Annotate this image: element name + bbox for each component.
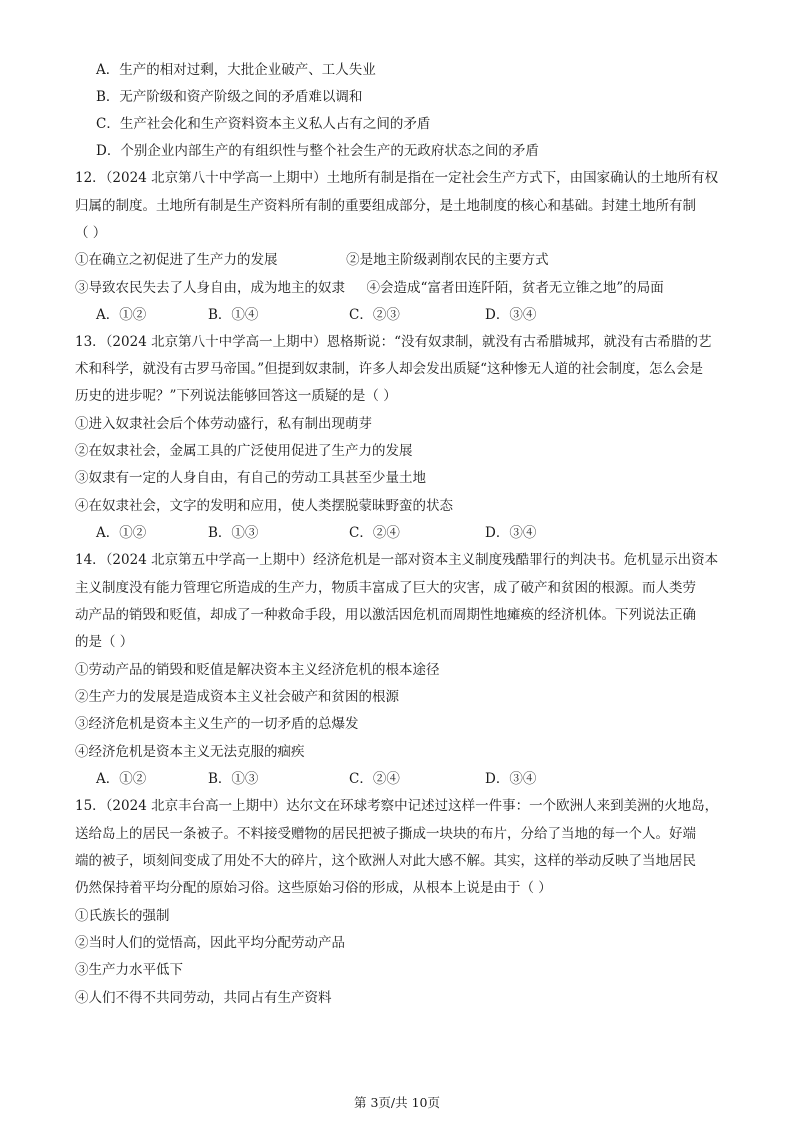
q11-option-c: C．生产社会化和生产资料资本主义私人占有之间的矛盾	[96, 116, 431, 132]
q11-option-a: A．生产的相对过剩，大批企业破产、工人失业	[96, 62, 376, 78]
q15-stem-line: 15．（2024 北京丰台高一上期中）达尔文在环球考察中记述过这样一件事：一个欧洲人来到美洲的火地岛，	[75, 798, 719, 814]
q15-stem-line: 送给岛上的居民一条被子。不料接受赠物的居民把被子撕成一块块的布片，分给了当地的每一个人。好端	[75, 826, 696, 842]
q14-statement: ④经济危机是资本主义无法克服的痼疾	[75, 744, 305, 760]
q15-stem-line: 端的被子，顷刻间变成了用处不大的碎片，这个欧洲人对此大感不解。其实，这样的举动反映了当地居民	[75, 853, 696, 869]
q12-stem-line: 12．（2024 北京第八十中学高一上期中）土地所有制是指在一定社会生产方式下，由国家确认的土地所有权	[75, 170, 719, 186]
q13-statement: ③奴隶有一定的人身自由，有自己的劳动工具甚至少量土地	[75, 470, 426, 486]
q13-statement: ④在奴隶社会，文字的发明和应用，使人类摆脱蒙昧野蛮的状态	[75, 498, 453, 514]
q14-choice-c: C．②④	[349, 771, 400, 787]
q11-option-d: D．个别企业内部生产的有组织性与整个社会生产的无政府状态之间的矛盾	[96, 143, 539, 159]
q14-choices	[96, 769, 696, 789]
q13-statement: ②在奴隶社会，金属工具的广泛使用促进了生产力的发展	[75, 443, 413, 459]
q12-choice-b: B．①④	[208, 307, 259, 323]
q15-statement: ③生产力水平低下	[75, 962, 183, 978]
q14-statement: ①劳动产品的销毁和贬值是解决资本主义经济危机的根本途径	[75, 662, 440, 678]
q13-choices	[96, 523, 696, 543]
q15-statement: ④人们不得不共同劳动，共同占有生产资料	[75, 990, 332, 1006]
page-number: 第 3页/共 10页	[353, 1095, 441, 1110]
q12-choice-a: A．①②	[96, 307, 147, 323]
q13-choice-c: C．②④	[349, 525, 400, 541]
q12-statements-line: ③导致农民失去了人身自由，成为地主的奴隶 ④会造成“富者田连阡陌，贫者无立锥之地”的局面	[75, 280, 664, 296]
q15-stem-line: 仍然保持着平均分配的原始习俗。这些原始习俗的形成，从根本上说是由于（ ）	[75, 880, 552, 896]
q14-stem-line: 的是（ ）	[75, 634, 134, 650]
q12-choice-d: D．③④	[485, 307, 537, 323]
q14-stem-line: 14．（2024 北京第五中学高一上期中）经济危机是一部对资本主义制度残酷罪行的判决书。危机显示出资本	[75, 552, 719, 568]
q14-choice-b: B．①③	[208, 771, 259, 787]
q14-statement: ②生产力的发展是造成资本主义社会破产和贫困的根源	[75, 689, 399, 705]
q12-statements-line: ①在确立之初促进了生产力的发展 ②是地主阶级剥削农民的主要方式	[75, 252, 549, 268]
q12-stem-line: （ ）	[75, 225, 107, 241]
q13-statement: ①进入奴隶社会后个体劳动盛行，私有制出现萌芽	[75, 416, 372, 432]
q14-stem-line: 主义制度没有能力管理它所造成的生产力，物质丰富成了巨大的灾害，成了破产和贫困的根源。而人类劳	[75, 580, 696, 596]
q13-stem-line: 术和科学，就没有古罗马帝国。”但提到奴隶制，许多人却会发出质疑“这种惨无人道的社会制度，怎么会是	[75, 361, 704, 377]
q12-choices	[96, 305, 696, 325]
q14-statement: ③经济危机是资本主义生产的一切矛盾的总爆发	[75, 716, 359, 732]
q13-stem-line: 13．（2024 北京第八十中学高一上期中）恩格斯说：“没有奴隶制，就没有古希腊城邦，就没有古希腊的艺	[75, 334, 712, 350]
q15-statement: ②当时人们的觉悟高，因此平均分配劳动产品	[75, 935, 345, 951]
q15-statement: ①氏族长的强制	[75, 908, 170, 924]
q11-option-b: B．无产阶级和资产阶级之间的矛盾难以调和	[96, 89, 363, 105]
q12-stem-line: 归属的制度。土地所有制是生产资料所有制的重要组成部分，是土地制度的核心和基础。封建土地所有制	[75, 198, 696, 214]
q14-stem-line: 动产品的销毁和贬值，却成了一种救命手段，用以激活因危机而周期性地瘫痪的经济机体。下列说法正确	[75, 607, 696, 623]
q14-choice-d: D．③④	[485, 771, 537, 787]
q13-stem-line: 历史的进步呢？”下列说法能够回答这一质疑的是（ ）	[75, 388, 397, 404]
q13-choice-a: A．①②	[96, 525, 147, 541]
q14-choice-a: A．①②	[96, 771, 147, 787]
q13-choice-b: B．①③	[208, 525, 259, 541]
q13-choice-d: D．③④	[485, 525, 537, 541]
q12-choice-c: C．②③	[349, 307, 400, 323]
